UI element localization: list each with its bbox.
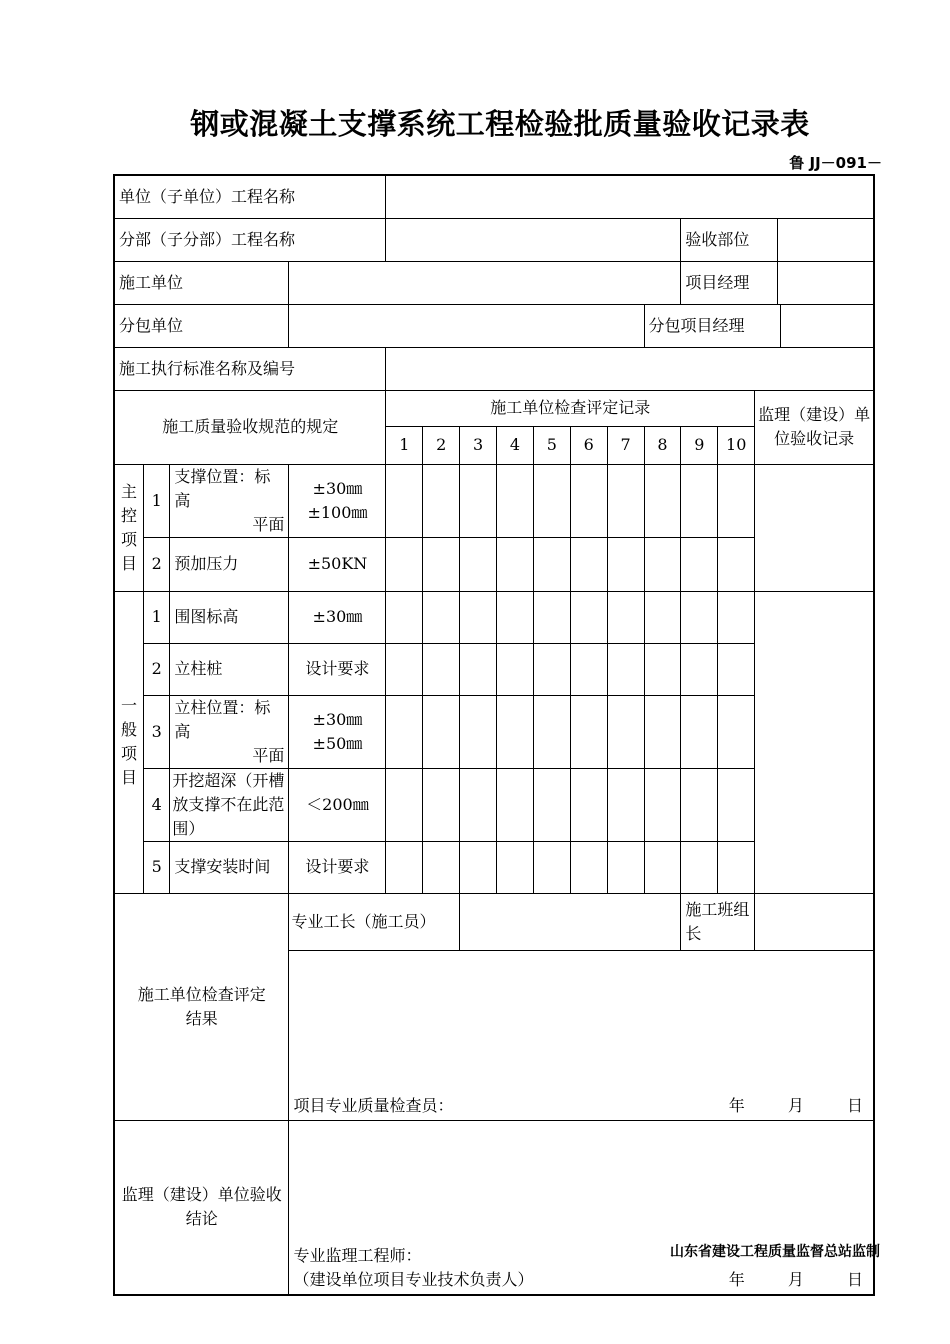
accept-part-label: 验收部位	[681, 219, 778, 261]
check-cell[interactable]	[533, 464, 570, 537]
supervisor-conclusion-label: 监理（建设）单位验收结论	[114, 1120, 289, 1295]
check-cell[interactable]	[460, 464, 497, 537]
inspection-form-table	[113, 174, 875, 1296]
day-label: 日	[846, 1270, 863, 1289]
check-cell[interactable]	[718, 643, 755, 695]
check-cell[interactable]	[423, 643, 460, 695]
record-header: 施工单位检查评定记录	[386, 390, 755, 426]
check-cell[interactable]	[386, 695, 423, 768]
check-cell[interactable]	[718, 695, 755, 768]
unit-project-label: 单位（子单位）工程名称	[114, 175, 386, 218]
month-label: 月	[787, 1095, 804, 1115]
check-cell[interactable]	[681, 591, 718, 643]
check-cell[interactable]	[570, 768, 607, 841]
check-cell[interactable]	[386, 591, 423, 643]
item-number: 2	[144, 643, 170, 695]
contractor-result-label: 施工单位检查评定结果	[114, 893, 289, 1120]
accept-part-field[interactable]	[778, 219, 873, 261]
item-number: 3	[144, 695, 170, 768]
sub-manager-label: 分包项目经理	[645, 305, 781, 347]
item-value: ±30㎜ ±100㎜	[289, 464, 386, 537]
subcontractor-label: 分包单位	[114, 304, 289, 347]
check-cell[interactable]	[460, 695, 497, 768]
contractor-field[interactable]	[289, 261, 681, 304]
subcontractor-field[interactable]	[289, 304, 644, 347]
supervisor-header: 监理（建设）单位验收记录	[755, 390, 874, 464]
check-cell[interactable]	[497, 695, 534, 768]
check-cell[interactable]	[386, 768, 423, 841]
check-number: 8	[644, 426, 681, 464]
supervisor-record-main[interactable]	[755, 464, 874, 591]
foreman-field[interactable]	[460, 893, 681, 950]
check-cell[interactable]	[607, 695, 644, 768]
check-cell[interactable]	[681, 464, 718, 537]
check-number: 6	[570, 426, 607, 464]
check-cell[interactable]	[644, 591, 681, 643]
check-cell[interactable]	[644, 537, 681, 591]
check-cell[interactable]	[644, 695, 681, 768]
contractor-label: 施工单位	[114, 261, 289, 304]
check-cell[interactable]	[533, 643, 570, 695]
item-value: ±30㎜ ±50㎜	[289, 695, 386, 768]
table-row	[114, 464, 874, 537]
footer-issuer: 山东省建设工程质量监督总站监制	[670, 1244, 880, 1260]
check-cell[interactable]	[533, 695, 570, 768]
item-value: ±50KN	[289, 537, 386, 591]
check-cell[interactable]	[423, 591, 460, 643]
check-cell[interactable]	[386, 537, 423, 591]
check-cell[interactable]	[644, 464, 681, 537]
spec-header: 施工质量验收规范的规定	[114, 390, 386, 464]
item-number: 2	[144, 537, 170, 591]
standard-label: 施工执行标准名称及编号	[114, 347, 386, 390]
check-cell[interactable]	[533, 768, 570, 841]
check-number: 5	[533, 426, 570, 464]
check-cell[interactable]	[644, 643, 681, 695]
month-label: 月	[787, 1270, 804, 1289]
sub-manager-field[interactable]	[780, 305, 873, 347]
sub-project-label: 分部（子分部）工程名称	[114, 218, 386, 261]
item-name: 预加压力	[170, 537, 289, 591]
unit-project-field[interactable]	[386, 175, 874, 218]
standard-field[interactable]	[386, 347, 874, 390]
item-name: 立柱位置：标高 平面	[170, 695, 289, 768]
check-number: 2	[423, 426, 460, 464]
check-cell[interactable]	[423, 464, 460, 537]
owner-label: （建设单位项目专业技术负责人）	[293, 1270, 534, 1289]
check-cell[interactable]	[718, 841, 755, 893]
check-cell[interactable]	[681, 695, 718, 768]
check-cell[interactable]	[460, 591, 497, 643]
check-cell[interactable]	[460, 841, 497, 893]
team-leader-label: 施工班组长	[681, 893, 755, 950]
check-cell[interactable]	[644, 841, 681, 893]
supervisor-signature-area[interactable]	[289, 1120, 874, 1295]
check-cell[interactable]	[607, 841, 644, 893]
check-cell[interactable]	[570, 695, 607, 768]
team-leader-field[interactable]	[755, 893, 874, 950]
item-value: ＜200㎜	[289, 768, 386, 841]
check-cell[interactable]	[423, 768, 460, 841]
check-cell[interactable]	[607, 464, 644, 537]
form-code: 鲁 JJ－091－	[789, 154, 882, 172]
form-title: 钢或混凝土支撑系统工程检验批质量验收记录表	[190, 107, 810, 141]
item-number: 1	[144, 464, 170, 537]
check-number: 3	[460, 426, 497, 464]
check-cell[interactable]	[570, 591, 607, 643]
item-value: 设计要求	[289, 841, 386, 893]
check-cell[interactable]	[460, 768, 497, 841]
item-number: 1	[144, 591, 170, 643]
check-cell[interactable]	[497, 537, 534, 591]
check-cell[interactable]	[533, 841, 570, 893]
year-label: 年	[728, 1270, 745, 1289]
check-cell[interactable]	[497, 464, 534, 537]
check-cell[interactable]	[681, 537, 718, 591]
inspector-signature-area[interactable]	[289, 950, 874, 1120]
check-cell[interactable]	[497, 841, 534, 893]
check-cell[interactable]	[607, 591, 644, 643]
item-number: 5	[144, 841, 170, 893]
item-name: 支撑安装时间	[170, 841, 289, 893]
check-cell[interactable]	[718, 537, 755, 591]
main-items-group-label: 主控项目	[114, 464, 144, 591]
check-cell[interactable]	[607, 537, 644, 591]
check-cell[interactable]	[718, 768, 755, 841]
table-row	[114, 591, 874, 643]
check-cell[interactable]	[533, 591, 570, 643]
check-number: 1	[386, 426, 423, 464]
check-cell[interactable]	[570, 841, 607, 893]
check-cell[interactable]	[533, 537, 570, 591]
manager-field[interactable]	[778, 262, 873, 304]
check-cell[interactable]	[570, 464, 607, 537]
inspector-label: 项目专业质量检查员：	[293, 1095, 454, 1115]
check-number: 9	[681, 426, 718, 464]
manager-label: 项目经理	[681, 262, 778, 304]
item-name: 围图标高	[170, 591, 289, 643]
check-number: 10	[718, 426, 755, 464]
day-label: 日	[846, 1095, 863, 1115]
check-cell[interactable]	[460, 537, 497, 591]
check-cell[interactable]	[681, 841, 718, 893]
check-cell[interactable]	[386, 841, 423, 893]
item-name: 支撑位置：标高 平面	[170, 464, 289, 537]
item-name: 立柱桩	[170, 643, 289, 695]
general-items-group-label: 一般项目	[114, 591, 144, 893]
engineer-label: 专业监理工程师：	[293, 1246, 422, 1265]
check-number: 4	[497, 426, 534, 464]
check-cell[interactable]	[497, 643, 534, 695]
check-cell[interactable]	[386, 643, 423, 695]
check-cell[interactable]	[386, 464, 423, 537]
check-cell[interactable]	[497, 591, 534, 643]
check-cell[interactable]	[644, 768, 681, 841]
check-number: 7	[607, 426, 644, 464]
item-value: 设计要求	[289, 643, 386, 695]
check-cell[interactable]	[681, 643, 718, 695]
supervisor-record-general[interactable]	[755, 591, 874, 893]
year-label: 年	[728, 1095, 745, 1115]
check-cell[interactable]	[570, 537, 607, 591]
check-cell[interactable]	[497, 768, 534, 841]
check-cell[interactable]	[460, 643, 497, 695]
check-cell[interactable]	[718, 591, 755, 643]
check-cell[interactable]	[570, 643, 607, 695]
check-cell[interactable]	[423, 841, 460, 893]
check-cell[interactable]	[681, 768, 718, 841]
foreman-label: 专业工长（施工员）	[289, 893, 460, 950]
check-cell[interactable]	[423, 695, 460, 768]
check-cell[interactable]	[607, 643, 644, 695]
check-cell[interactable]	[607, 768, 644, 841]
item-name: 开挖超深（开槽放支撑不在此范围）	[170, 768, 289, 841]
check-cell[interactable]	[423, 537, 460, 591]
check-cell[interactable]	[718, 464, 755, 537]
sub-project-field[interactable]	[386, 218, 681, 261]
item-value: ±30㎜	[289, 591, 386, 643]
item-number: 4	[144, 768, 170, 841]
